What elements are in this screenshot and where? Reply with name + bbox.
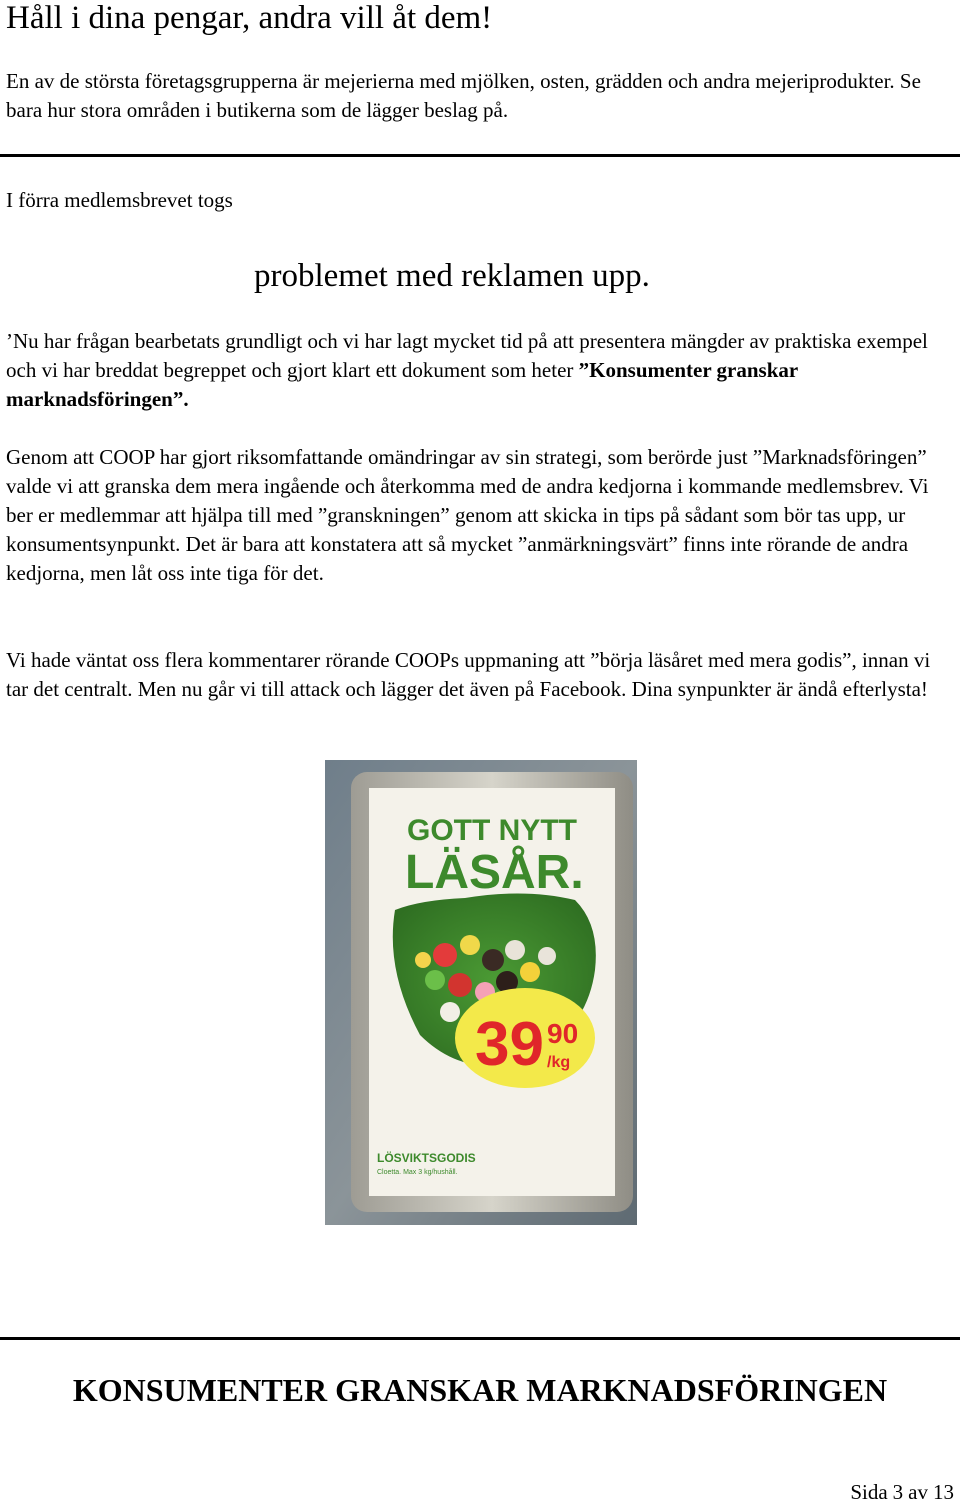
document-name: ”Konsumenter granskar marknadsföringen”. xyxy=(6,358,798,411)
poster-headline-2: LÄSÅR. xyxy=(405,846,584,899)
price-unit: /kg xyxy=(547,1054,571,1071)
page-total: 13 xyxy=(933,1480,954,1504)
poster-headline-1: GOTT NYTT xyxy=(407,814,577,847)
poster-photo xyxy=(325,760,637,1225)
divider-top xyxy=(0,154,960,157)
candy-paragraph: Vi hade väntat oss flera kommentarer rörande COOPs uppmaning att ”börja läsåret med mera godis”, innan vi tar det centralt. Men nu går vi till attack och lägger det även på Facebook. Dina synpunkter är ändå efterlysta! xyxy=(6,648,931,701)
page-label: Sida xyxy=(850,1480,888,1504)
coop-paragraph: Genom att COOP har gjort riksomfattande omändringar av sin strategi, som berörde just ”Marknadsföringen” valde vi att granska dem mera ingående och återkomma med de andra kedjorna i kommande medlemsbrev. Vi ber er medlemmar att hjälpa till med ”granskningen” genom att skicka in tips på sådant som bör tas upp, ur konsumentsynpunkt. Det är bara att konstatera att så mycket ”anmärkningsvärt” finns inte rörande de andra kedjorna, men låt oss inte tiga för det. xyxy=(6,445,929,585)
page-current: 3 xyxy=(892,1480,904,1504)
problem-heading: problemet med reklamen upp. xyxy=(254,258,650,294)
page-separator: av xyxy=(908,1480,928,1504)
page-number xyxy=(850,1478,954,1506)
section-heading: KONSUMENTER GRANSKAR MARKNADSFÖRINGEN xyxy=(72,1372,888,1408)
page-title: Håll i dina pengar, andra vill åt dem! xyxy=(6,0,493,36)
divider-bottom xyxy=(0,1337,960,1340)
product-note: Cloetta. Max 3 kg/hushåll. xyxy=(377,1169,458,1176)
price-decimals: 90 xyxy=(547,1018,579,1049)
intro-paragraph: En av de största företagsgrupperna är mejerierna med mjölken, osten, grädden och andra mejeriprodukter. Se bara hur stora områden i butikerna som de lägger beslag på. xyxy=(6,69,921,122)
product-name: LÖSVIKTSGODIS xyxy=(377,1151,476,1165)
price-main: 39 xyxy=(475,1010,544,1079)
work-paragraph xyxy=(6,327,954,414)
work-paragraph-text: ’Nu har frågan bearbetats grundligt och vi har lagt mycket tid på att presentera mängder av praktiska exempel och vi har breddat begreppet och gjort klart ett dokument som heter xyxy=(6,329,928,382)
previous-letter-line: I förra medlemsbrevet togs xyxy=(6,188,233,212)
